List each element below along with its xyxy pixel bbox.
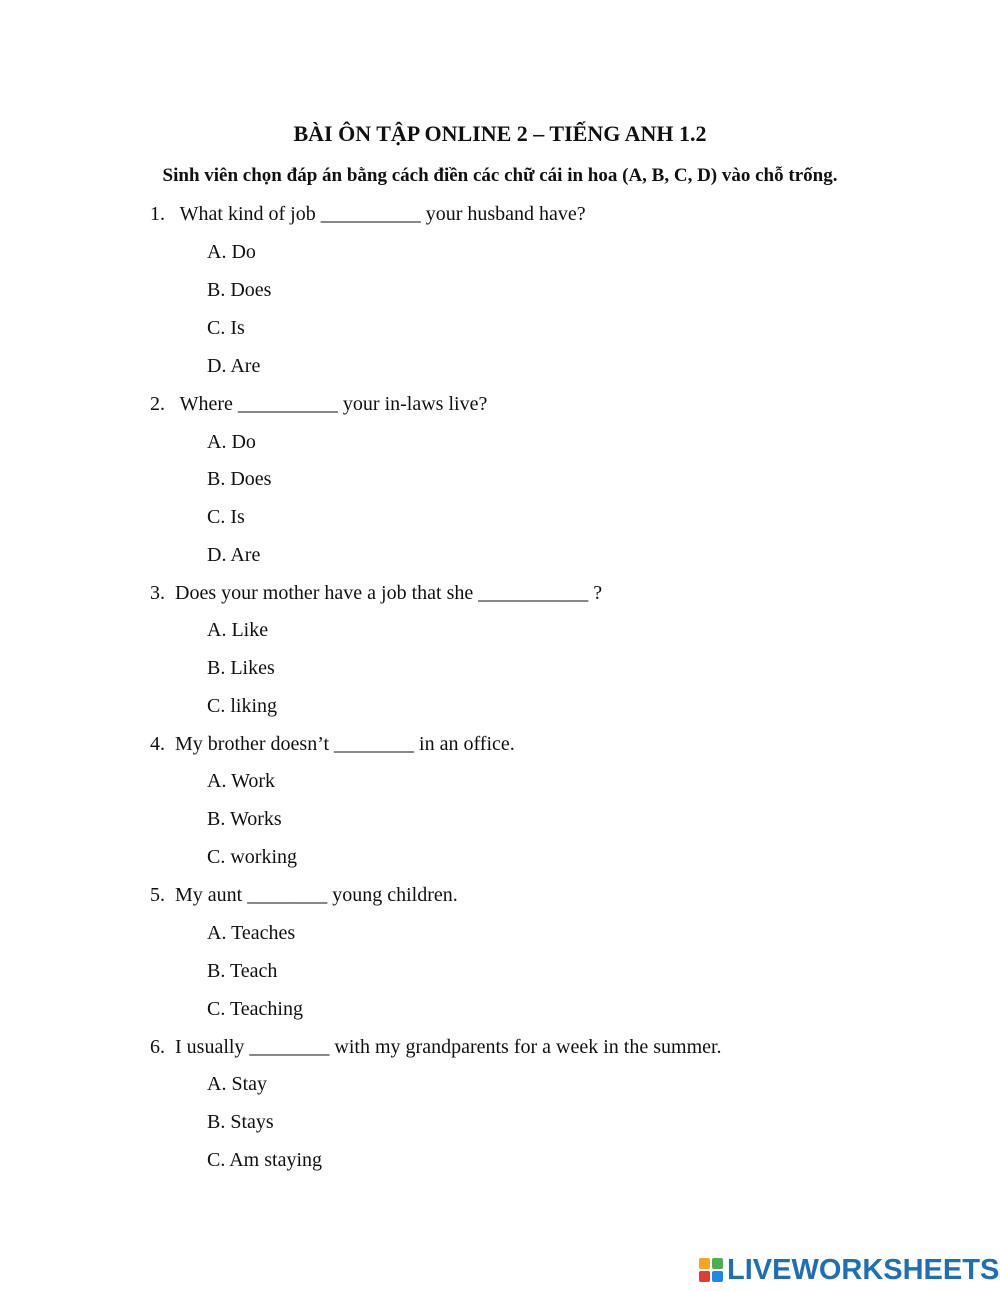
option-1b: B. Does	[207, 279, 272, 301]
page-title: BÀI ÔN TẬP ONLINE 2 – TIẾNG ANH 1.2	[293, 121, 707, 146]
question-2: 2. Where __________ your in-laws live?	[150, 393, 488, 415]
instructions: Sinh viên chọn đáp án bằng cách điền các chữ cái in hoa (A, B, C, D) vào chỗ trống.	[162, 165, 838, 186]
option-2c: C. Is	[207, 506, 245, 528]
option-6c: C. Am staying	[207, 1149, 323, 1171]
option-1c: C. Is	[207, 317, 245, 339]
option-3b: B. Likes	[207, 657, 275, 679]
option-2a: A. Do	[207, 431, 256, 453]
option-3a: A. Like	[207, 619, 269, 641]
option-2d: D. Are	[207, 544, 261, 566]
option-5a: A. Teaches	[207, 922, 296, 944]
option-6b: B. Stays	[207, 1111, 274, 1133]
liveworksheets-logo-icon	[699, 1258, 723, 1282]
option-4b: B. Works	[207, 808, 282, 830]
option-3c: C. liking	[207, 695, 278, 717]
question-6: 6. I usually ________ with my grandparents for a week in the summer.	[150, 1036, 722, 1058]
question-3: 3. Does your mother have a job that she ___________ ?	[150, 582, 603, 604]
option-1d: D. Are	[207, 355, 261, 377]
question-1: 1. What kind of job __________ your husband have?	[150, 203, 586, 225]
question-4: 4. My brother doesn’t ________ in an office.	[150, 733, 515, 755]
option-4c: C. working	[207, 846, 297, 868]
question-5: 5. My aunt ________ young children.	[150, 884, 458, 906]
option-1a: A. Do	[207, 241, 256, 263]
option-5c: C. Teaching	[207, 998, 303, 1020]
liveworksheets-logo	[699, 1253, 1000, 1286]
option-5b: B. Teach	[207, 960, 278, 982]
option-4a: A. Work	[207, 770, 276, 792]
option-2b: B. Does	[207, 468, 272, 490]
logo-text: LIVEWORKSHEETS	[727, 1253, 1000, 1286]
option-6a: A. Stay	[207, 1073, 267, 1095]
